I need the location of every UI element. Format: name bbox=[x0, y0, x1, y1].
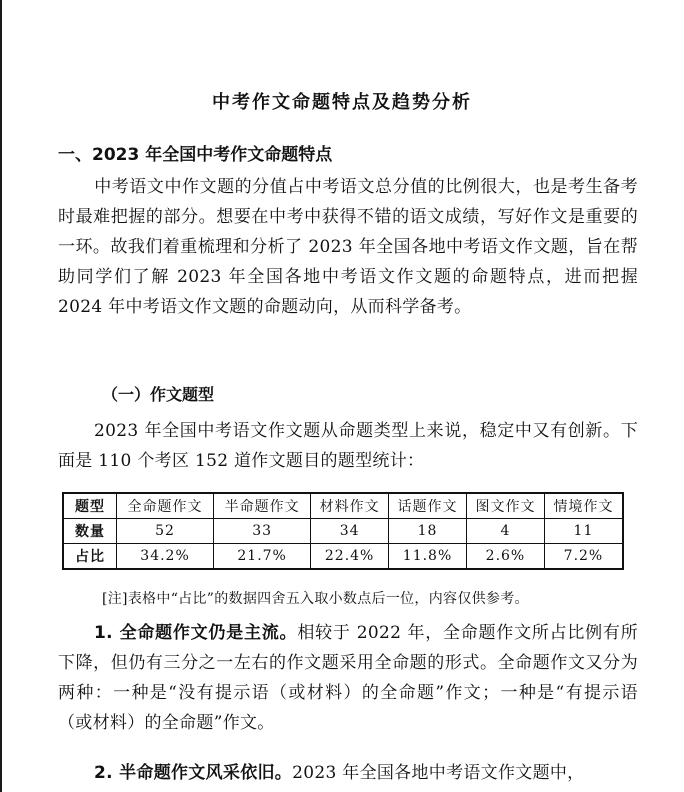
table-row bbox=[63, 493, 623, 519]
cell-type: 半命题作文 bbox=[214, 493, 311, 519]
row-label-count: 数量 bbox=[63, 519, 117, 544]
row-label-ratio: 占比 bbox=[63, 544, 117, 570]
document-title: 中考作文命题特点及趋势分析 bbox=[212, 92, 472, 113]
cell-count: 52 bbox=[117, 519, 214, 544]
cell-ratio: 22.4% bbox=[311, 544, 389, 570]
cell-count: 33 bbox=[214, 519, 311, 544]
table-row bbox=[63, 544, 623, 570]
cell-type: 情境作文 bbox=[544, 493, 623, 519]
cell-type: 话题作文 bbox=[389, 493, 467, 519]
cell-ratio: 34.2% bbox=[117, 544, 214, 570]
page-edge bbox=[0, 0, 2, 792]
subsection-heading: （一）作文题型 bbox=[102, 385, 215, 404]
point2-lead: 2. 半命题作文风采依旧。 bbox=[94, 763, 293, 783]
type-stats-table bbox=[62, 492, 624, 570]
cell-ratio: 11.8% bbox=[389, 544, 467, 570]
cell-ratio: 21.7% bbox=[214, 544, 311, 570]
point2-text: 2023 年全国各地中考语文作文题中， bbox=[292, 763, 585, 783]
row-label-type: 题型 bbox=[63, 493, 117, 519]
point1-text: 相较于 2022 年，全命题作文所占比例有所下降，但仍有三分之一左右的作文题采用全命题的形式。全命题作文又分为两种：一种是“没有提示语（或材料）的全命题”作文；一种是“有提示语（或材料）的全命题”作文。 bbox=[58, 623, 639, 733]
cell-ratio: 2.6% bbox=[467, 544, 545, 570]
cell-type: 材料作文 bbox=[311, 493, 389, 519]
intro-paragraph bbox=[58, 172, 638, 322]
cell-count: 4 bbox=[467, 519, 545, 544]
cell-count: 34 bbox=[311, 519, 389, 544]
point1-lead: 1. 全命题作文仍是主流。 bbox=[94, 623, 298, 643]
cell-count: 11 bbox=[544, 519, 623, 544]
type-intro-paragraph bbox=[58, 416, 638, 476]
table-row bbox=[63, 519, 623, 544]
cell-count: 18 bbox=[389, 519, 467, 544]
intro-text: 中考语文中作文题的分值占中考语文总分值的比例很大，也是考生备考时最难把握的部分。想要在中考中获得不错的语文成绩，写好作文是重要的一环。故我们着重梳理和分析了 2023 年全国各地中考语文作文题，旨在帮助同学们了解 2023 年全国各地中考语文作文题的命题特点，进而把握 2024 年中考语文作文题的命题动向，从而科学备考。 bbox=[58, 177, 638, 317]
section-heading: 一、2023 年全国中考作文命题特点 bbox=[58, 145, 333, 165]
point2-paragraph bbox=[58, 758, 638, 788]
cell-type: 全命题作文 bbox=[117, 493, 214, 519]
table-note: [注]表格中“占比”的数据四舍五入取小数点后一位，内容仅供参考。 bbox=[102, 591, 529, 607]
type-intro-text: 2023 年全国中考语文作文题从命题类型上来说，稳定中又有创新。下面是 110 个考区 152 道作文题目的题型统计： bbox=[58, 421, 638, 471]
cell-ratio: 7.2% bbox=[544, 544, 623, 570]
point1-paragraph bbox=[58, 618, 638, 738]
cell-type: 图文作文 bbox=[467, 493, 545, 519]
